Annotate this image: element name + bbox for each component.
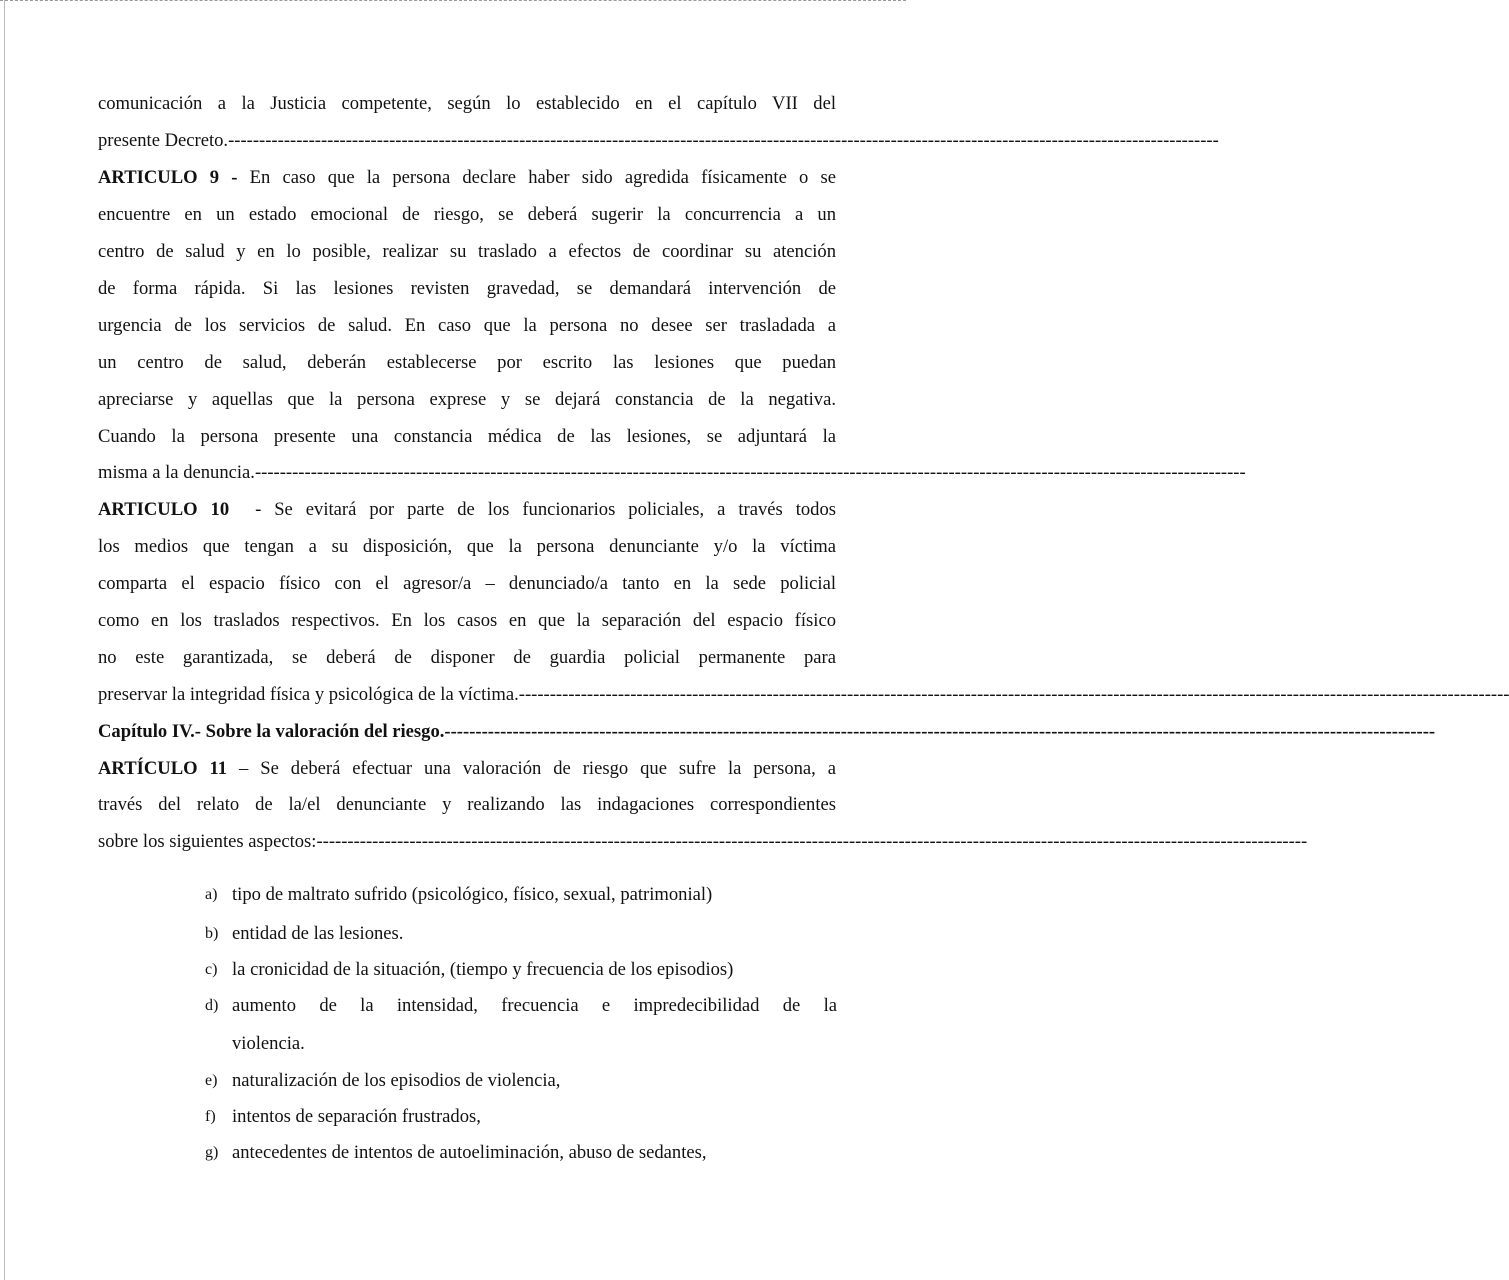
text-line	[98, 682, 1509, 708]
text-line: comunicación a la Justicia competente, según lo establecido en el capítulo VII del	[98, 93, 836, 114]
text-line: Cuando la persona presente una constancia médica de las lesiones, se adjuntará la	[98, 426, 836, 447]
article-heading: ARTICULO 9 -	[98, 167, 238, 188]
list-label: a)	[205, 886, 218, 903]
list-label: b)	[205, 925, 219, 942]
dash-filler: ----------------------------------------------------------------------------------------------------------------------------------------------------------------	[228, 130, 1219, 151]
text-line: no este garantizada, se deberá de disponer de guardia policial permanente para	[98, 647, 836, 668]
text: misma a la denuncia.	[98, 462, 255, 483]
list-label: g)	[205, 1144, 219, 1161]
text-line: centro de salud y en lo posible, realizar su traslado a efectos de coordinar su atención	[98, 241, 836, 262]
dash-filler: ----------------------------------------------------------------------------------------------------------------------------------------------------------------	[444, 721, 1436, 742]
article-9-first-line	[98, 165, 836, 191]
list-label: c)	[205, 961, 218, 978]
list-label: e)	[205, 1072, 218, 1089]
text-line: un centro de salud, deberán establecerse por escrito las lesiones que puedan	[98, 352, 836, 373]
text-line: apreciarse y aquellas que la persona exprese y se dejará constancia de la negativa.	[98, 389, 836, 410]
text-line	[98, 460, 1246, 486]
text-line	[98, 128, 1219, 154]
list-text: intentos de separación frustrados,	[232, 1106, 481, 1127]
text: En caso que la persona declare haber sido agredida físicamente o se	[249, 167, 836, 188]
text: preservar la integridad física y psicológica de la víctima.	[98, 684, 519, 705]
text-line: de forma rápida. Si las lesiones revisten gravedad, se demandará intervención de	[98, 278, 836, 299]
list-text: entidad de las lesiones.	[232, 923, 404, 944]
text-line: través del relato de la/el denunciante y realizando las indagaciones correspondientes	[98, 794, 836, 815]
dash-filler: ----------------------------------------------------------------------------------------------------------------------------------------------------------------	[518, 684, 1509, 705]
text-line: urgencia de los servicios de salud. En caso que la persona no desee ser trasladada a	[98, 315, 836, 336]
article-10-first-line	[98, 497, 836, 523]
list-text: la cronicidad de la situación, (tiempo y frecuencia de los episodios)	[232, 959, 734, 980]
list-text: violencia.	[232, 1033, 305, 1054]
list-label: f)	[205, 1108, 216, 1125]
text-line: comparta el espacio físico con el agresor/a – denunciado/a tanto en la sede policial	[98, 573, 836, 594]
text-line	[98, 829, 1308, 855]
dash-filler: ----------------------------------------------------------------------------------------------------------------------------------------------------------------	[316, 831, 1308, 852]
scan-edge-left	[4, 0, 5, 1280]
text: Capítulo IV.- Sobre la valoración del riesgo.	[98, 721, 445, 742]
chapter-heading	[98, 719, 1436, 745]
text: sobre los siguientes aspectos:	[98, 831, 317, 852]
list-text: naturalización de los episodios de violencia,	[232, 1070, 561, 1091]
text: - Se evitará por parte de los funcionarios policiales, a través todos	[255, 499, 836, 520]
text-line: como en los traslados respectivos. En los casos en que la separación del espacio físico	[98, 610, 836, 631]
list-text: antecedentes de intentos de autoeliminación, abuso de sedantes,	[232, 1142, 707, 1163]
list-text: tipo de maltrato sufrido (psicológico, físico, sexual, patrimonial)	[232, 884, 713, 905]
article-heading: ARTÍCULO 11	[98, 758, 228, 779]
article-11-first-line	[98, 756, 836, 782]
dash-filler: ----------------------------------------------------------------------------------------------------------------------------------------------------------------	[254, 462, 1246, 483]
article-heading: ARTICULO 10	[98, 499, 230, 520]
text: – Se deberá efectuar una valoración de riesgo que sufre la persona, a	[239, 758, 836, 779]
scan-edge-top	[0, 0, 906, 7]
list-label: d)	[205, 997, 219, 1014]
list-text: aumento de la intensidad, frecuencia e impredecibilidad de la	[232, 995, 837, 1016]
text: presente Decreto.	[98, 130, 229, 151]
text-line: los medios que tengan a su disposición, que la persona denunciante y/o la víctima	[98, 536, 836, 557]
text-line: encuentre en un estado emocional de riesgo, se deberá sugerir la concurrencia a un	[98, 204, 836, 225]
